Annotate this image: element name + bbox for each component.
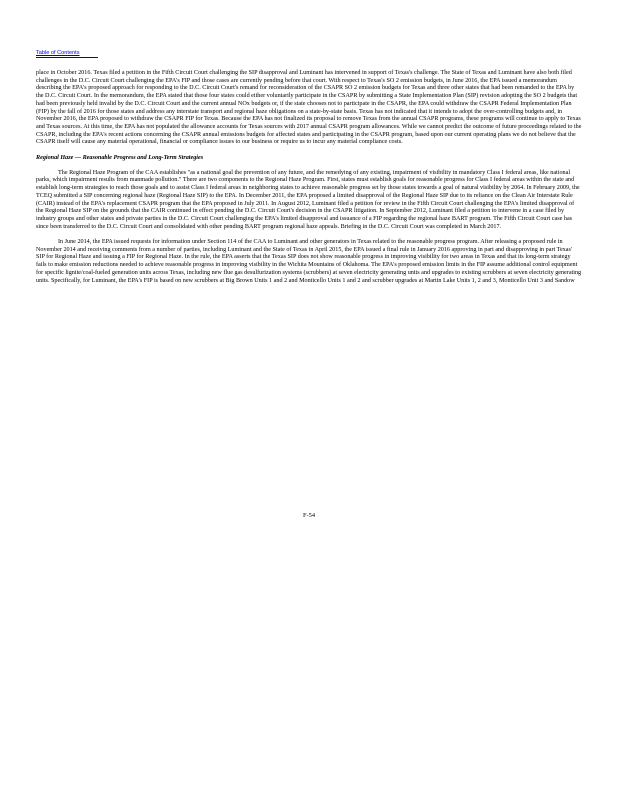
toc-underline	[36, 57, 98, 58]
paragraph-epa-requests: In June 2014, the EPA issued requests for information under Section 114 of the CAA to Luminant and other generators in Texas related to the reasonable progress program. After releasing a proposed rule in November 2014 and receiving comments from a number of parties, including Luminant and the State of Texas in April 2015, the EPA issued a final rule in January 2016 approving in part and disapproving in part Texas' SIP for Regional Haze and issuing a FIP for Regional Haze. In the rule, the EPA asserts that the Texas SIP does not show reasonable progress in improving visibility for two areas in Texas and that its long-term strategy fails to make emission reductions needed to achieve reasonable progress in improving visibility in the Wichita Mountains of Oklahoma. The EPA's proposed emission limits in the FIP assume additional control equipment for specific lignite/coal-fueled generation units across Texas, including new flue gas desulfurization systems (scrubbers) at seven electricity generating units and upgrades to existing scrubbers at seven electricity generating units. Specifically, for Luminant, the EPA's FIP is based on new scrubbers at Big Brown Units 1 and 2 and Monticello Units 1 and 2 and scrubber upgrades at Martin Lake Units 1, 2 and 3, Monticello Unit 3 and Sandow	[36, 239, 582, 284]
paragraph-regional-haze-program: The Regional Haze Program of the CAA establishes "as a national goal the prevention of any future, and the remedying of any existing, impairment of visibility in mandatory Class I federal areas, like national parks, which impairment results from manmade pollution." There are two components to the Regional Haze Program. First, states must establish goals for reasonable progress for Class I federal areas within the state and establish long-term strategies to reach those goals and to assist Class I federal areas in neighboring states to achieve reasonable progress set by those states towards a goal of natural visibility by 2064. In February 2009, the TCEQ submitted a SIP concerning regional haze (Regional Haze SIP) to the EPA. In December 2011, the EPA proposed a limited disapproval of the Regional Haze SIP due to its reliance on the Clean Air Interstate Rule (CAIR) instead of the EPA's replacement CSAPR program that the EPA proposed in July 2011. In August 2012, Luminant filed a petition for review in the Fifth Circuit Court challenging the EPA's limited disapproval of the Regional Haze SIP on the grounds that the CAIR continued in effect pending the D.C. Circuit Court's decision in the CSAPR litigation. In September 2012, Luminant filed a petition to intervene in a case filed by industry groups and other states and private parties in the D.C. Circuit Court challenging the EPA's limited disapproval and issuance of a FIP regarding the regional haze BART program. The Fifth Circuit Court case has since been transferred to the D.C. Circuit Court and consolidated with other pending BART program regional haze appeals. Briefing in the D.C. Circuit Court was completed in March 2017.	[36, 169, 580, 230]
paragraph-csapr-continued: place in October 2016. Texas filed a petition in the Fifth Circuit Court challenging the SIP disapproval and Luminant has intervened in support of Texas's challenge. The State of Texas and Luminant have also both filed challenges in the D.C. Circuit Court challenging the EPA's FIP and those cases are currently pending before that court. With respect to Texas's SO 2 emission budgets, in June 2016, the EPA issued a memorandum describing the EPA's proposed approach for responding to the D.C. Circuit Court's remand for reconsideration of the CSAPR SO 2 emission budgets for Texas and three other states that had been remanded to the EPA by the D.C. Circuit Court. In the memorandum, the EPA stated that those four states could either voluntarily participate in the CSAPR by submitting a State Implementation Plan (SIP) revision adopting the SO 2 budgets that had been previously held invalid by the D.C. Circuit Court and the current annual NOx budgets or, if the state chooses not to participate in the CSAPR, the EPA could withdraw the CSAPR Federal Implementation Plan (FIP) by the fall of 2016 for those states and address any interstate transport and regional haze obligations on a state-by-state basis. Texas has not indicated that it intends to adopt the over-controlling budgets and, in November 2016, the EPA proposed to withdraw the CSAPR FIP for Texas. Because the EPA has not finalized its proposal to remove Texas from the annual CSAPR programs, these programs will continue to apply to Texas and Texas sources. At this time, the EPA has not populated the allowance accounts for Texas sources with 2017 annual CSAPR program allowances. While we cannot predict the outcome of future proceedings related to the CSAPR, including the EPA's recent actions concerning the CSAPR annual emissions budgets for affected states and participating in the CSAPR program, based upon our current operating plans we do not believe that the CSAPR itself will cause any material operational, financial or compliance issues to our business or require us to incur any material compliance costs.	[36, 70, 582, 146]
table-of-contents-link[interactable]: Table of Contents	[36, 50, 80, 56]
section-heading: Regional Haze — Reasonable Progress and Long-Term Strategies	[36, 155, 204, 162]
body-text	[36, 70, 582, 285]
page-number: F-54	[302, 512, 316, 519]
